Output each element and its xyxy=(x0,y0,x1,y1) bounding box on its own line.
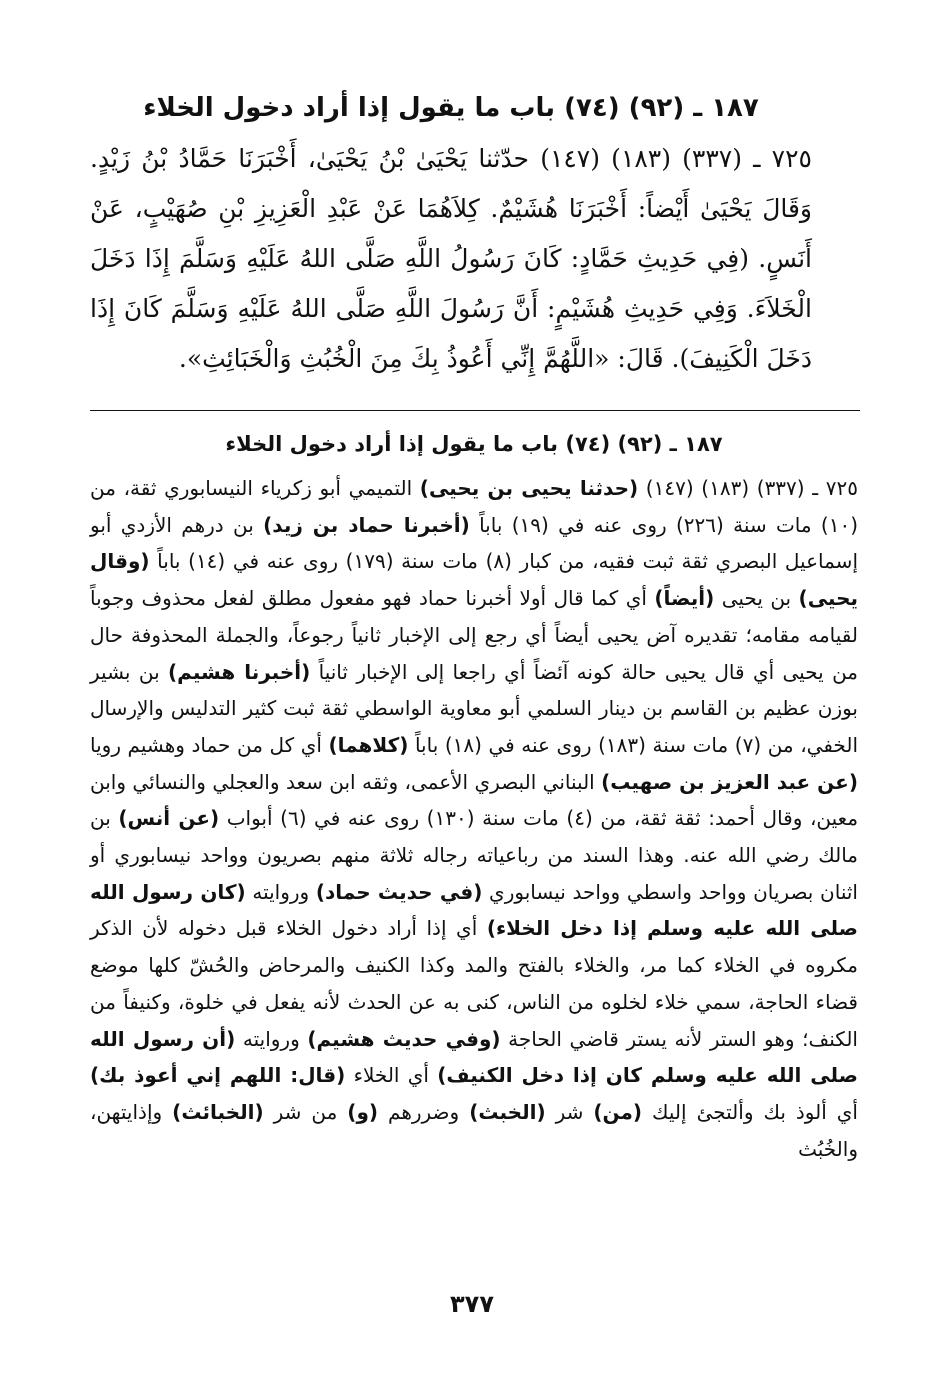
commentary-heading: ١٨٧ ـ (٩٢) (٧٤) باب ما يقول إذا أراد دخول الخلاء xyxy=(225,432,723,456)
commentary-segment: أي ألوذ بك وألتجئ إليك xyxy=(642,1099,858,1124)
commentary-segment: وروايته xyxy=(245,879,316,904)
hadith-text: ٧٢٥ ـ (٣٣٧) (١٨٣) (١٤٧) حدّثنا يَحْيَىٰ بْنُ يَحْيَىٰ، أَخْبَرَنَا حَمَّادُ بْنُ زَيْدٍ. وَقَالَ يَحْيَىٰ أَيْضاً: أَخْبَرَنَا هُشَيْمٌ. كِلاَهُمَا عَنْ عَبْدِ الْعَزِيزِ بْنِ صُهَيْبٍ، عَنْ أَنَسٍ. (فِي حَدِيثِ حَمَّادٍ: كَانَ رَسُولُ اللَّهِ صَلَّى اللهُ عَلَيْهِ وَسَلَّمَ إِذَا دَخَلَ الْخَلاَءَ. وَفِي حَدِيثِ هُشَيْمٍ: أَنَّ رَسُولَ اللَّهِ صَلَّى اللهُ عَلَيْهِ وَسَلَّمَ كَانَ إِذَا دَخَلَ الْكَنِيفَ). قَالَ: «اللَّهُمَّ إِنِّي أَعُوذُ بِكَ مِنَ الْخُبُثِ وَالْخَبَائِثِ». xyxy=(90,144,812,373)
commentary-segment: أي كل من حماد وهشيم رويا xyxy=(90,732,329,757)
quoted-text: (في حديث حماد) xyxy=(315,879,483,904)
commentary-segment: ٧٢٥ ـ (٣٣٧) (١٨٣) (١٤٧) xyxy=(638,476,858,500)
page-number: ٣٧٧ xyxy=(450,1290,494,1318)
commentary-segment: وروايته xyxy=(235,1026,308,1051)
commentary-section xyxy=(90,424,858,1167)
quoted-text: (كلاهما) xyxy=(328,732,409,757)
quoted-text: (عن أنس) xyxy=(118,806,220,831)
quoted-text: (حدثنا يحيى بن يحيى) xyxy=(419,476,639,500)
commentary-text xyxy=(90,470,858,1167)
commentary-segment: أي كما قال أولا أخبرنا حماد فهو مفعول مطلق لفعل محذوف وجوباً لقيامه مقامه؛ تقديره آض يحيى أيضاً أي رجع إلى الإخبار ثانياً رجوعاً، والجملة المحذوفة حال من يحيى أي قال يحيى حالة كونه آئضاً أي راجعا إلى الإخبار ثانياً xyxy=(90,586,859,684)
commentary-segment: بن مالك رضي الله عنه. وهذا السند من رباعياته رجاله ثلاثة منهم بصريون وواحد نيسابوري أو اثنان بصريان وواحد واسطي وواحد نيسابوري xyxy=(90,806,858,904)
commentary-segment: بن درهم الأزدي أبو إسماعيل البصري ثقة ثبت فقيه، من كبار (٨) مات سنة (١٧٩) روى عنه في (١٤) باباً xyxy=(90,512,858,574)
quoted-text: (أيضاً) xyxy=(654,586,715,611)
quoted-text: (وفي حديث هشيم) xyxy=(307,1026,501,1051)
section-divider xyxy=(90,410,860,411)
hadith-section xyxy=(90,88,812,384)
chapter-heading: ١٨٧ ـ (٩٢) (٧٤) باب ما يقول إذا أراد دخول الخلاء xyxy=(143,93,759,123)
quoted-text: (الخبائث) xyxy=(172,1099,264,1124)
quoted-text: (أن رسول الله صلى الله عليه وسلم كان إذا دخل الكنيف) xyxy=(90,1026,858,1088)
quoted-text: (وقال يحيى) xyxy=(90,549,859,611)
commentary-segment: بن يحيى xyxy=(714,586,799,611)
quoted-text: (أخبرنا حماد بن زيد) xyxy=(263,512,470,537)
quoted-text: (أخبرنا هشيم) xyxy=(168,659,311,684)
commentary-segment: وضررهم xyxy=(378,1099,470,1124)
quoted-text: (و) xyxy=(347,1099,379,1124)
commentary-segment: أي إذا أراد دخول الخلاء قبل دخوله لأن الذكر مكروه في الخلاء كما مر، والخلاء بالفتح والمد وكذا الكنيف والمرحاض والحُشّ كلها موضع قضاء الحاجة، سمي خلاء لخلوه من الناس، كنى به عن الحدث لأنه يفعل في خلوة، وكنيفاً من الكنف؛ وهو الستر لأنه يستر قاضي الحاجة xyxy=(90,916,858,1051)
commentary-segment: البناني البصري الأعمى، وثقه ابن سعد والعجلي والنسائي وابن معين، وقال أحمد: ثقة ثقة، من (٤) مات سنة (١٣٠) روى عنه في (٦) أبواب xyxy=(90,769,859,831)
commentary-segment: شر xyxy=(545,1099,594,1124)
commentary-segment: وإذايتهن، والخُبُث xyxy=(90,1099,858,1161)
quoted-text: (عن عبد العزيز بن صهيب) xyxy=(601,769,858,794)
commentary-segment: من شر xyxy=(263,1099,348,1124)
commentary-segment: أي الخلاء xyxy=(345,1063,438,1088)
quoted-text: (قال: اللهم إني أعوذ بك) xyxy=(90,1063,346,1088)
quoted-text: (من) xyxy=(593,1099,643,1124)
quoted-text: (كان رسول الله صلى الله عليه وسلم إذا دخل الخلاء) xyxy=(90,879,858,941)
commentary-segment: التميمي أبو زكرياء النيسابوري ثقة، من (١٠) مات سنة (٢٢٦) روى عنه في (١٩) باباً xyxy=(90,476,859,537)
quoted-text: (الخبث) xyxy=(469,1099,546,1124)
commentary-segment: بن بشير بوزن عظيم بن القاسم بن دينار السلمي أبو معاوية الواسطي ثقة ثبت كثير التدليس والإرسال الخفي، من (٧) مات سنة (١٨٣) روى عنه في (١٨) باباً xyxy=(90,659,858,757)
